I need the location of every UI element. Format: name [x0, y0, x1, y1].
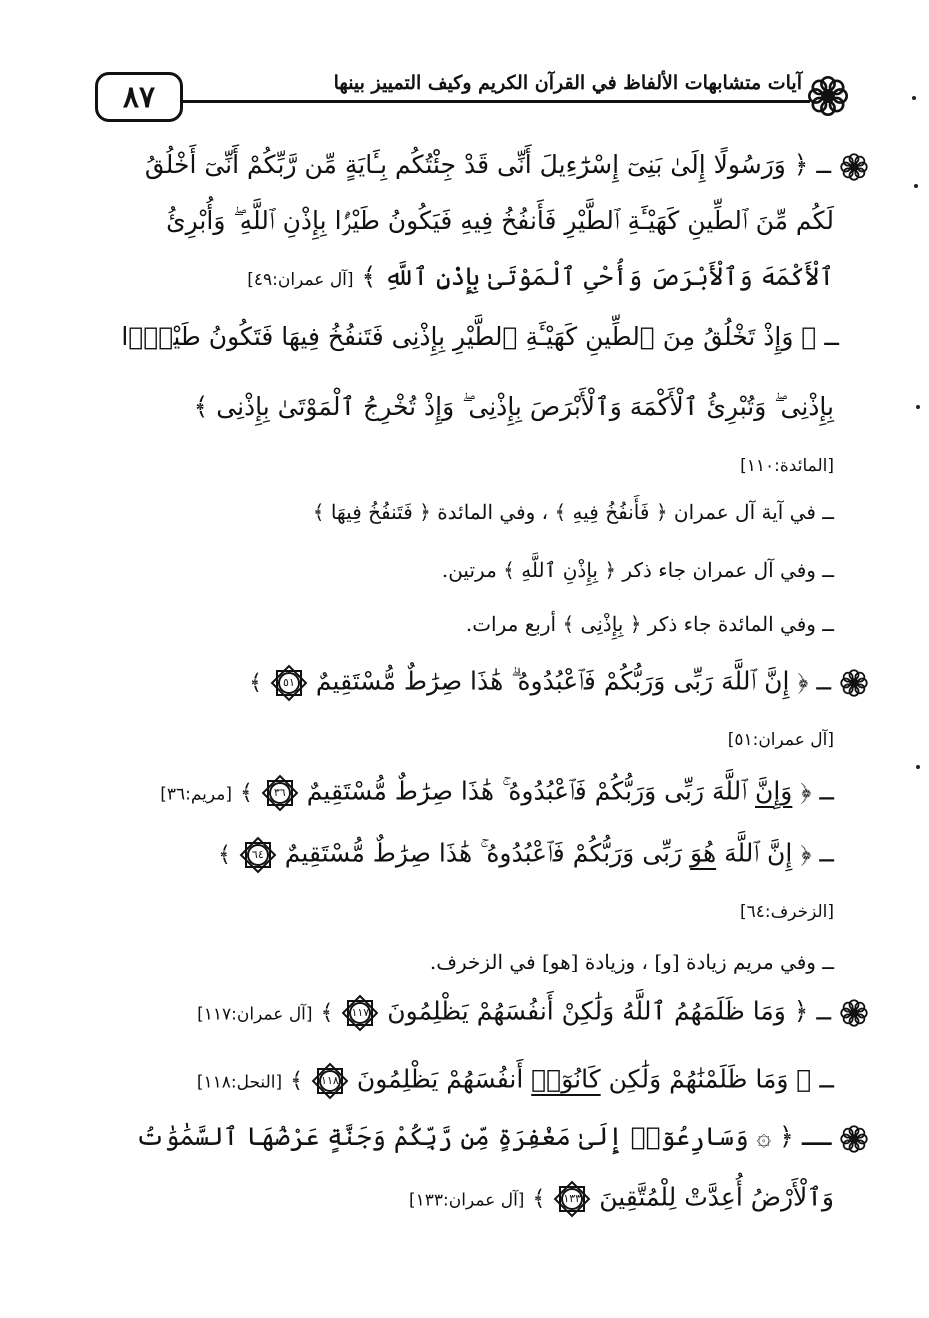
page-header — [95, 66, 850, 128]
note-line — [466, 612, 834, 636]
verse-reference: [آل عمران:٤٩] — [247, 270, 354, 290]
verse-text: ــ ﴿ ۞ وَسَارِعُوٓا۟ إِلَىٰ مَغْفِرَةٍ مِّن رَّبِّكُمْ وَجَنَّةٍ عَرْضُهَا ٱلسَّمَٰوَٰتُ — [135, 1122, 832, 1151]
closing-bracket: ﴾ — [239, 780, 253, 806]
verse-line — [197, 994, 869, 1032]
verse-text: ــ ﴿ إِنَّ ٱللَّهَ رَبِّى وَرَبُّكُمْ فَٱعْبُدُوهُ ۗ هَٰذَا صِرَٰطٌ مُّسْتَقِيمٌ — [315, 666, 832, 696]
closing-bracket: ﴾ — [532, 1186, 546, 1212]
verse-reference: [آل عمران:١١٧] — [197, 1004, 313, 1025]
verse-line — [247, 262, 834, 292]
closing-bracket: ﴾ — [320, 1000, 334, 1026]
ayah-number-icon — [239, 836, 277, 874]
verse-reference — [728, 730, 834, 750]
verse-text: ــ ﴿ وَمَا ظَلَمْنَٰهُمْ وَلَٰكِن — [608, 1064, 834, 1094]
note-line — [442, 558, 834, 582]
margin-dot — [914, 184, 918, 188]
page-number: ٨٧ — [95, 72, 183, 122]
ayah-number: ٥١ — [283, 676, 295, 689]
note-text: ــ وفي المائدة جاء ذكر ﴿ بِإِذْنِى ﴾ أربع مرات. — [465, 612, 834, 636]
note-line — [430, 950, 834, 974]
ayah-number-icon — [261, 774, 299, 812]
margin-dot — [912, 96, 916, 100]
reference-text: [المائدة:١١٠] — [740, 456, 834, 476]
verse-text: أَنفُسَهُمْ يَظْلِمُونَ — [356, 1064, 524, 1094]
reference-text: [الزخرف:٦٤] — [739, 902, 834, 922]
underlined-word: كَانُوٓا۟ — [531, 1064, 601, 1094]
ayah-number-icon — [341, 994, 379, 1032]
section-flower-icon — [839, 152, 869, 182]
verse-line — [136, 1122, 869, 1154]
verse-text: وَٱلْأَرْضُ أُعِدَّتْ لِلْمُتَّقِينَ — [599, 1182, 834, 1212]
ayah-number: ١٣٣ — [563, 1192, 582, 1205]
verse-text: رَبِّى وَرَبُّكُمْ فَٱعْبُدُوهُ ۚ هَٰذَا صِرَٰطٌ مُّسْتَقِيمٌ — [284, 838, 683, 868]
verse-line — [218, 836, 834, 874]
verse-line — [160, 774, 834, 812]
reference-text: [آل عمران:٥١] — [727, 730, 834, 750]
margin-dot — [916, 765, 920, 769]
header-flower-icon — [806, 74, 850, 118]
verse-text: بِإِذْنِى ۖ وَتُبْرِئُ ٱلْأَكْمَهَ وَٱلْأَبْرَصَ بِإِذْنِى ۖ وَإِذْ تُخْرِجُ ٱلْمَوْتَىٰ بِإِذْنِى ﴾ — [193, 392, 834, 421]
verse-line — [409, 1180, 834, 1218]
verse-text: ــ ﴿ وَإِذْ تَخْلُقُ مِنَ ٱلطِّينِ كَهَيْـَٔةِ ٱلطَّيْرِ بِإِذْنِى فَتَنفُخُ فِيهَا فَتَكُونُ طَيْرًۢا — [121, 322, 839, 351]
closing-bracket: ﴾ — [290, 1068, 303, 1094]
note-text: ــ في آية آل عمران ﴿ فَأَنفُخُ فِيهِ ﴾ ، وفي المائدة ﴿ فَتَنفُخُ فِيهَا ﴾ — [312, 500, 834, 524]
verse-text: ــ ﴿ وَمَا ظَلَمَهُمُ ٱللَّهُ وَلَٰكِنْ أَنفُسَهُمْ يَظْلِمُونَ — [387, 996, 832, 1026]
verse-reference: [آل عمران:١٣٣] — [408, 1190, 525, 1211]
verse-reference — [740, 456, 834, 476]
note-text: ــ وفي آل عمران جاء ذكر ﴿ بِإِذْنِ ٱللَّهِ ﴾ مرتين. — [441, 558, 834, 582]
verse-text: ــ ﴿ — [800, 776, 834, 806]
closing-bracket: ﴾ — [217, 842, 231, 868]
verse-text: ــ ﴿ إِنَّ ٱللَّهَ — [724, 838, 834, 868]
header-rule — [183, 100, 810, 103]
verse-line — [249, 664, 869, 702]
verse-line — [145, 150, 869, 182]
ayah-number: ٣٦ — [273, 786, 286, 799]
section-flower-icon — [839, 998, 869, 1028]
closing-bracket: ﴾ — [249, 670, 262, 696]
verse-text: ٱلْأَكْمَهَ وَٱلْأَبْرَصَ وَأُحْىِ ٱلْمَوْتَىٰ بِإِذْنِ ٱللَّهِ ﴾ — [361, 262, 834, 291]
verse-reference — [740, 902, 834, 922]
section-flower-icon — [839, 1124, 869, 1154]
ayah-number-icon — [311, 1062, 349, 1100]
ayah-number: ٦٤ — [251, 848, 264, 861]
ayah-number: ١١٨ — [321, 1074, 339, 1087]
ayah-number-icon — [270, 664, 308, 702]
verse-text: لَكُم مِّنَ ٱلطِّينِ كَهَيْـَٔةِ ٱلطَّيْرِ فَأَنفُخُ فِيهِ فَيَكُونُ طَيْرًۢا بِإِذْنِ ٱللَّهِ ۖ وَأُبْرِئُ — [166, 206, 834, 235]
underlined-word: وَإِنَّ — [754, 776, 793, 806]
ayah-number: ١١٧ — [351, 1006, 370, 1019]
margin-dot — [916, 405, 920, 409]
verse-reference: [النحل:١١٨] — [196, 1072, 283, 1093]
verse-text: ــ ﴿ وَرَسُولًا إِلَىٰ بَنِىٓ إِسْرَٰٓءِيلَ أَنِّى قَدْ جِئْتُكُم بِـَٔايَةٍ مِّن رَّبِّكُمْ أَنِّىٓ أَخْلُقُ — [144, 150, 832, 179]
header-title: آيات متشابهات الألفاظ في القرآن الكريم وكيف التمييز بينها — [333, 72, 802, 94]
underlined-word: هُوَ — [690, 838, 717, 868]
ayah-number-icon — [553, 1180, 591, 1218]
section-flower-icon — [839, 668, 869, 698]
verse-text: ٱللَّهَ رَبِّى وَرَبُّكُمْ فَٱعْبُدُوهُ ۚ هَٰذَا صِرَٰطٌ مُّسْتَقِيمٌ — [306, 776, 748, 806]
verse-line — [194, 392, 834, 422]
note-line — [313, 500, 834, 524]
verse-line — [166, 206, 834, 236]
verse-line — [121, 322, 839, 352]
note-text: ــ وفي مريم زيادة [و] ، وزيادة [هو] في الزخرف. — [429, 950, 834, 974]
verse-line — [197, 1062, 834, 1100]
verse-reference: [مريم:٣٦] — [160, 784, 233, 805]
